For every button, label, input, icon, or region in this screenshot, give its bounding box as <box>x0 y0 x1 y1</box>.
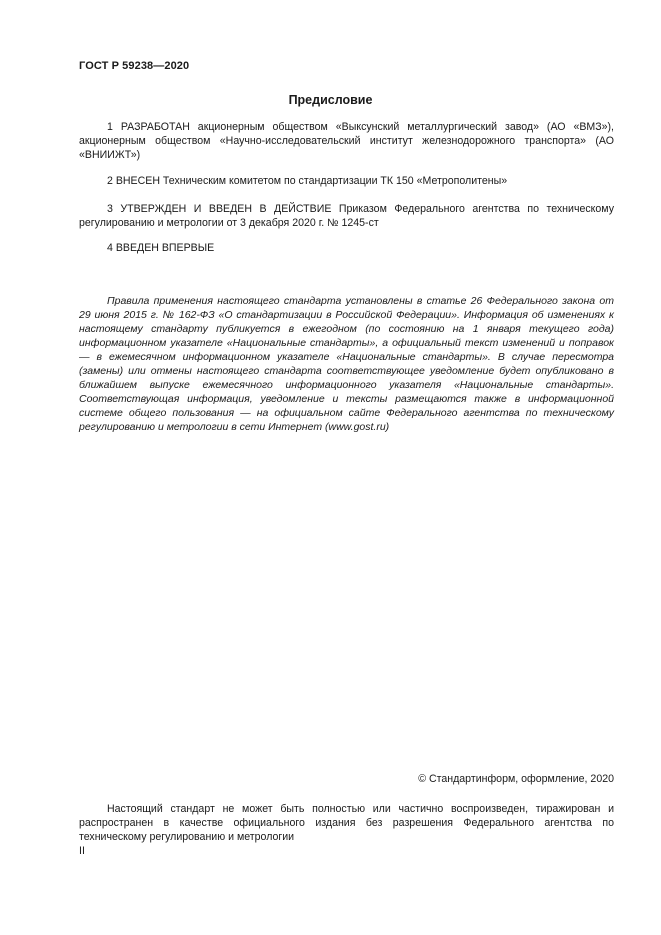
clause-approved <box>79 202 614 230</box>
clause-text: акционерным обществом «Выксунский металлургический завод» (АО «ВМЗ»), акционерным обществом «Научно-исследовательский институт железнодорожного транспорта» (АО «ВНИИЖТ») <box>79 121 615 161</box>
copyright-line: © Стандартинформ, оформление, 2020 <box>418 773 614 785</box>
clause-first-introduced <box>79 241 614 255</box>
clause-introduced <box>79 174 614 188</box>
reproduction-notice: Настоящий стандарт не может быть полностью или частично воспроизведен, тиражирован и распространен в качестве официального издания без разрешения Федерального агентства по техническому регулированию и метрологии <box>79 803 614 843</box>
clause-text: Техническим комитетом по стандартизации ТК 150 «Метрополитены» <box>159 175 508 187</box>
clause-lead: 3 УТВЕРЖДЕН И ВВЕДЕН В ДЕЙСТВИЕ <box>107 203 332 215</box>
clause-lead: 4 ВВЕДЕН ВПЕРВЫЕ <box>107 242 215 254</box>
page-number: II <box>79 845 85 857</box>
clause-lead: 2 ВНЕСЕН <box>107 175 160 187</box>
document-code: ГОСТ Р 59238—2020 <box>79 60 190 72</box>
clause-text: Приказом Федерального агентства по техническому регулированию и метрологии от 3 декабря 2020 г. № 1245-ст <box>79 203 614 229</box>
page-title: Предисловие <box>288 93 373 107</box>
clause-lead: 1 РАЗРАБОТАН <box>107 121 190 133</box>
clause-developed <box>79 120 614 162</box>
application-rules-notice: Правила применения настоящего стандарта установлены в статье 26 Федерального закона от 29 июня 2015 г. № 162-ФЗ «О стандартизации в Российской Федерации». Информация об изменениях к настоящему стандарту публикуется в ежегодном (по состоянию на 1 января текущего года) информационном указателе «Национальные стандарты», а официальный текст изменений и поправок — в ежемесячном информационном указателе «Национальные стандарты». В случае пересмотра (замены) или отмены настоящего стандарта соответствующее уведомление будет опубликовано в ближайшем выпуске ежемесячного информационного указателя «Национальные стандарты». Соответствующая информация, уведомление и тексты размещаются также в информационной системе общего пользования — на официальном сайте Федерального агентства по техническому регулированию и метрологии в сети Интернет (www.gost.ru) <box>79 295 614 433</box>
